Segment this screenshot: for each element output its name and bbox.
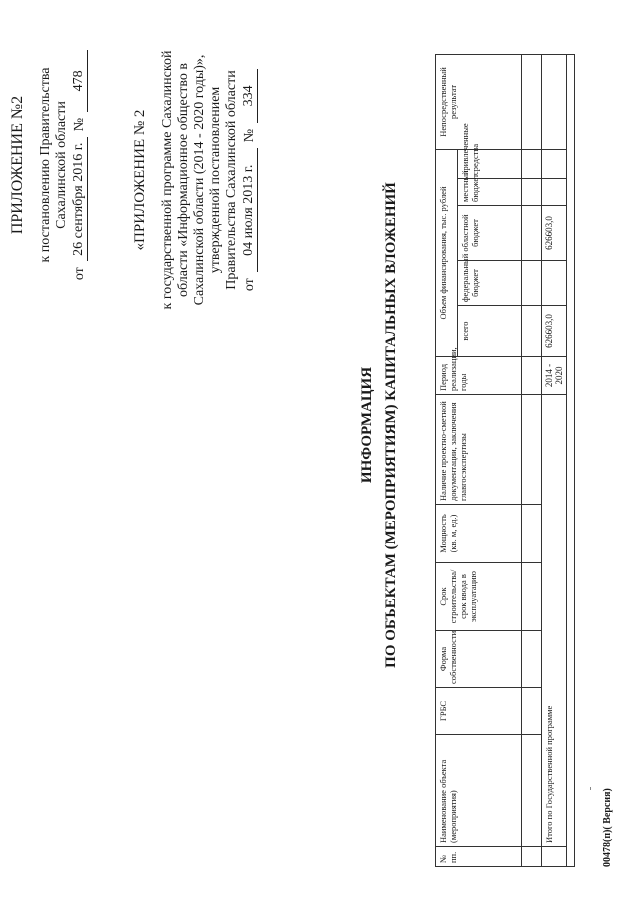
appendix-old-line5: Правительства Сахалинской области [224,70,239,290]
appendix-old-line1: к государственной программе Сахалинской [160,50,175,310]
header-financing: Объем финансирования, тыс. рублей [436,149,458,356]
appendix-old-signature-line [241,25,258,335]
capital-investments-table [435,54,575,867]
program-decree-number: 334 [241,69,258,123]
document-version-footer: 00478(п)( Версия) [602,788,613,867]
table-bottom-row [567,54,575,866]
program-decree-date: 04 июля 2013 г. [241,148,258,272]
appendix-old-line3: Сахалинской области (2014 - 2020 годы)», [192,54,207,306]
heading-line2: ПО ОБЪЕКТАМ (МЕРОПРИЯТИЯМ) КАПИТАЛЬНЫХ ВЛОЖЕНИЙ [383,182,399,668]
header-capacity: Мощность (кв. м, ед.) [436,505,522,563]
decree-date: 26 сентября 2016 г. [71,137,88,261]
header-result: Непосредственный результат [436,54,522,149]
appendix-old-line4: утвержденной постановлением [208,86,223,274]
heading-line1: ИНФОРМАЦИЯ [359,366,375,484]
decree-number: 478 [71,50,88,112]
header-local-budget: местный бюджет [458,179,522,206]
header-construction-term: Срок строительства/срок ввода в эксплуатацию [436,563,522,631]
header-attracted-funds: привлеченные средства [458,149,522,178]
total-row [542,54,567,866]
header-regional-budget: областной бюджет [458,206,522,261]
header-period: Период реализации, годы [436,357,522,395]
header-design-docs: Наличие проектно-сметной документации, заключения главгосэкспертизы [436,395,522,505]
header-total: всего [458,306,522,357]
header-name: Наименование объекта (мероприятия) [436,735,522,847]
total-row-total: 626603,0 [542,306,567,357]
appendix-new-signature-line [71,30,88,300]
appendix-old-title: «ПРИЛОЖЕНИЕ № 2 [132,109,148,251]
total-row-regional: 626603,0 [542,206,567,261]
header-grbs: ГРБС [436,688,522,735]
scan-mark [590,787,591,790]
number-label: № [72,117,87,132]
header-num: № пп. [436,847,522,867]
number-label: № [242,128,257,143]
total-row-period: 2014 - 2020 [542,357,567,395]
empty-row [522,54,542,866]
appendix-new-line1: к постановлению Правительства [38,67,53,263]
appendix-old-block [130,25,258,335]
appendix-new-line2: Сахалинской области [54,101,69,229]
header-ownership-form: Форма собственности [436,631,522,688]
header-federal-budget: федеральный бюджет [458,261,522,306]
appendix-new-block [8,30,88,300]
appendix-new-title: ПРИЛОЖЕНИЕ №2 [9,95,26,235]
from-label: от [242,278,257,292]
appendix-old-line2: области «Информационное общество в [176,63,191,298]
from-label: от [72,267,87,281]
total-row-label: Итого по Государственной программе [542,395,567,847]
